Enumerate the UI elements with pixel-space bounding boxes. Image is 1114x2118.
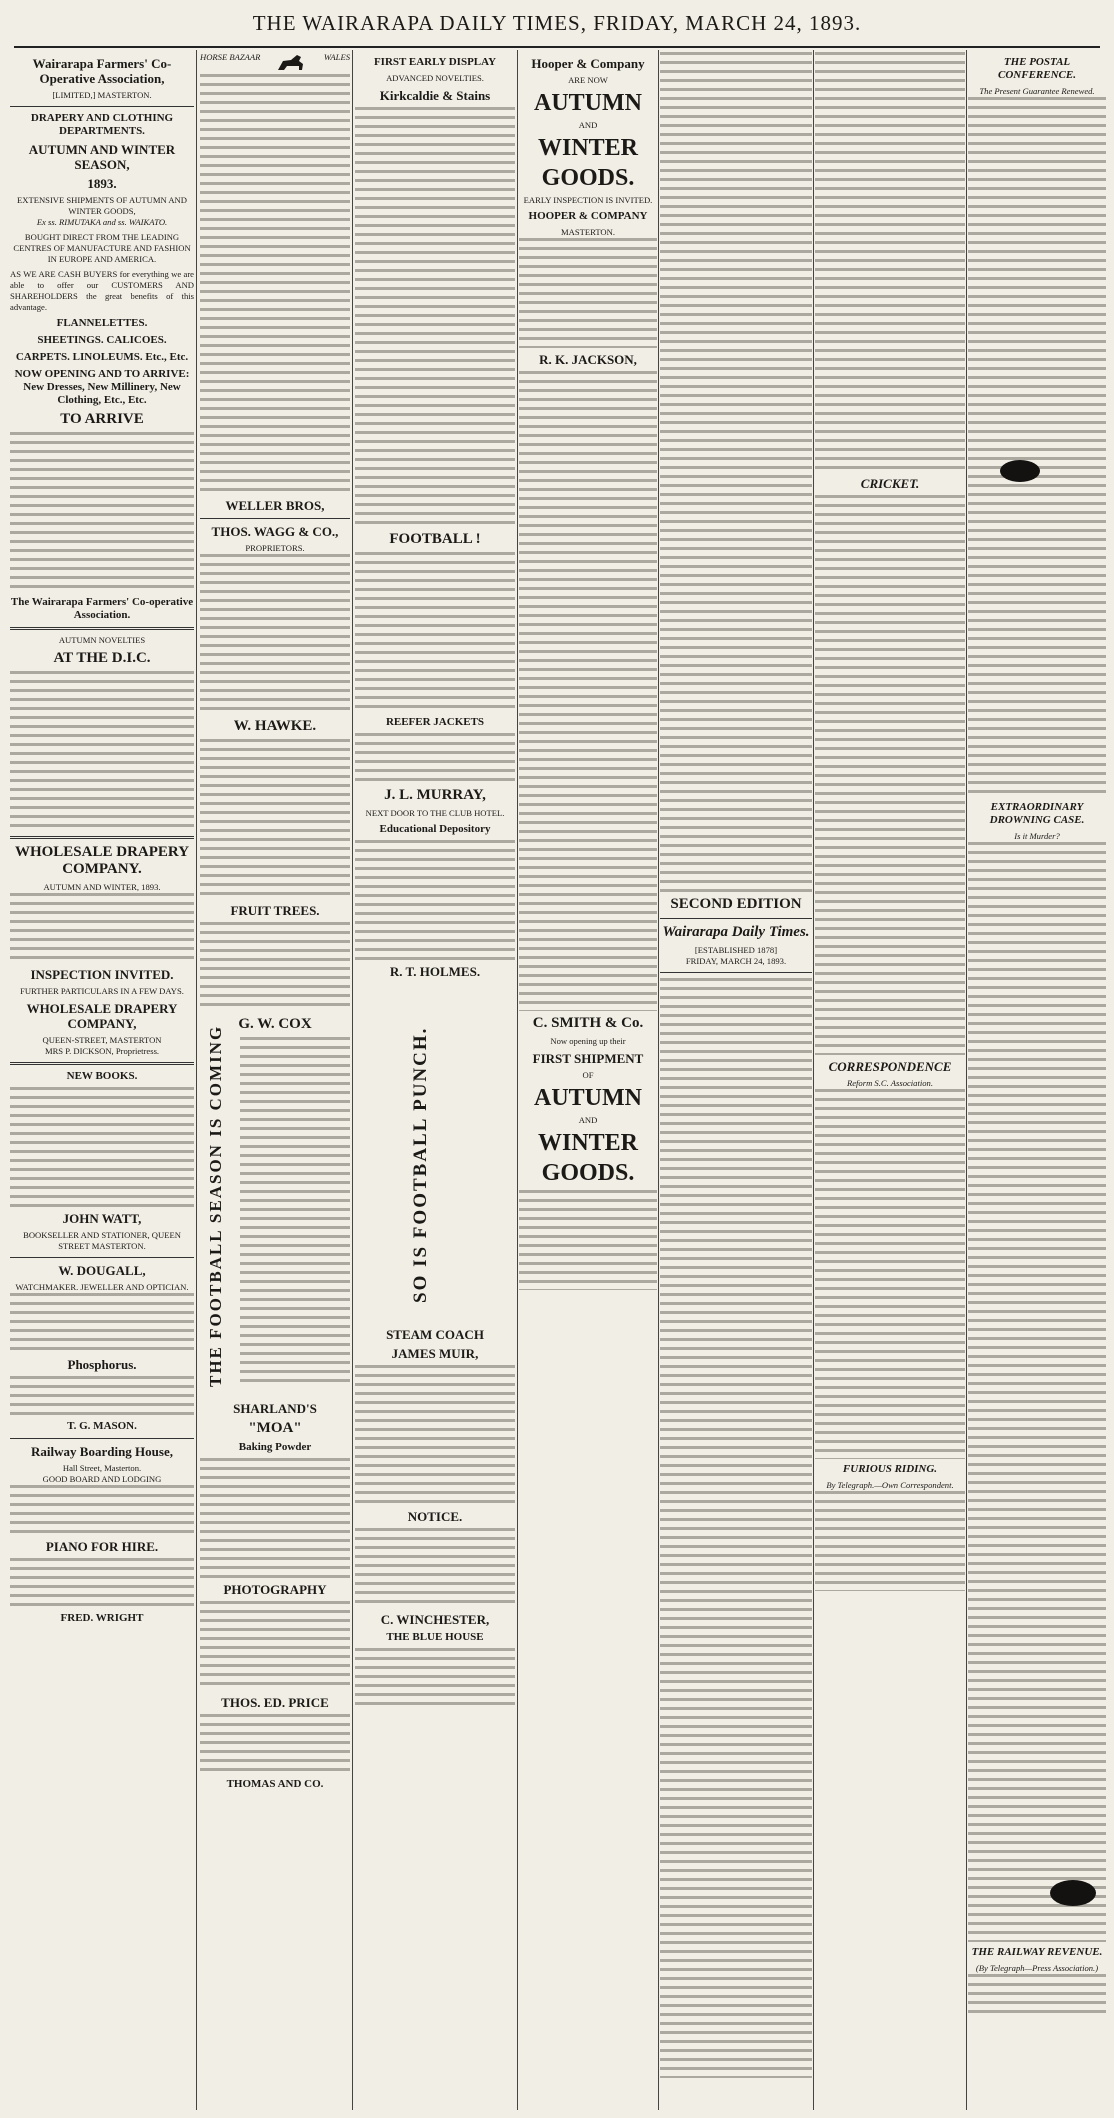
edition-date: FRIDAY, MARCH 24, 1893.	[685, 956, 787, 966]
ad-fruit-trees: FRUIT TREES.	[230, 903, 320, 918]
letter-body-text	[815, 1089, 965, 1459]
ad-winchester: C. WINCHESTER,	[380, 1612, 490, 1627]
ad-hawke: W. HAWKE.	[233, 718, 317, 734]
ad-subtitle: [LIMITED,] MASTERTON.	[52, 90, 152, 100]
ad-cox: G. W. COX	[238, 1016, 312, 1032]
ad-department: DRAPERY AND CLOTHING DEPARTMENTS.	[30, 112, 174, 137]
divider	[10, 106, 194, 107]
ad-phosphorus: Phosphorus.	[67, 1357, 137, 1372]
ad-masterton: MASTERTON.	[561, 227, 615, 237]
ad-football: FOOTBALL !	[389, 531, 481, 547]
ad-body-text	[200, 739, 350, 899]
column-7	[968, 52, 1106, 2107]
column-rule	[966, 50, 967, 2110]
ad-dougall: W. DOUGALL,	[58, 1263, 146, 1278]
ad-goods: SHEETINGS. CALICOES.	[37, 334, 167, 346]
ad-body-text	[240, 1037, 350, 1387]
ad-wholesale-sub: AUTUMN AND WINTER, 1893.	[43, 882, 161, 892]
ad-reefer: REEFER JACKETS	[385, 716, 485, 728]
divider	[10, 1438, 194, 1439]
ad-goods: GOODS.	[541, 165, 635, 191]
ad-hooper-2: HOOPER & COMPANY	[528, 210, 648, 222]
ad-dougall-sub: WATCHMAKER. JEWELLER AND OPTICIAN.	[15, 1282, 189, 1292]
ad-text: BOUGHT DIRECT FROM THE LEADING CENTRES OF MANUFACTURE AND FASHION IN EUROPE AND AMERICA.	[13, 232, 191, 264]
ad-boarding-sub: Hall Street, Masterton.	[62, 1463, 142, 1473]
cricket-scores	[815, 495, 965, 1055]
drowning-heading: EXTRAORDINARY DROWNING CASE.	[989, 801, 1085, 826]
ad-autumn: AUTUMN	[534, 90, 642, 116]
ad-advanced: ADVANCED NOVELTIES.	[386, 73, 484, 83]
press-credit: (By Telegraph—Press Association.)	[975, 1963, 1099, 1973]
column-3	[355, 52, 515, 2107]
cricket-heading: CRICKET.	[860, 476, 920, 491]
ad-price: THOS. ED. PRICE	[221, 1695, 329, 1710]
ad-text: AS WE ARE CASH BUYERS for everything we are able to offer our CUSTOMERS AND SHAREHOLDERS the great benefits of this advantage.	[10, 269, 194, 312]
divider	[200, 518, 350, 519]
ad-first-display: FIRST EARLY DISPLAY	[373, 56, 497, 68]
ad-body-text	[355, 1528, 515, 1608]
ad-new-books: NEW BOOKS.	[66, 1070, 138, 1082]
ad-mason: T. G. MASON.	[67, 1420, 137, 1432]
second-edition-heading: SECOND EDITION	[670, 896, 802, 912]
established: [ESTABLISHED 1878]	[694, 945, 778, 955]
ad-john-watt: JOHN WATT,	[62, 1211, 142, 1226]
ad-body-text	[200, 1458, 350, 1578]
ad-winter-2: WINTER	[537, 1130, 639, 1156]
ad-body-text	[10, 671, 194, 831]
punch-vertical-block	[355, 983, 515, 1323]
ad-queen-street: QUEEN-STREET, MASTERTON	[42, 1035, 162, 1045]
furious-riding-heading: FURIOUS RIDING.	[842, 1463, 938, 1475]
ad-piano: PIANO FOR HIRE.	[45, 1539, 159, 1554]
column-2	[200, 52, 350, 2107]
column-rule	[352, 50, 353, 2110]
ad-body-text	[200, 1714, 350, 1774]
ad-wholesale-2: WHOLESALE DRAPERY COMPANY,	[26, 1001, 178, 1031]
column-5	[660, 52, 812, 2107]
ad-john-watt-sub: BOOKSELLER AND STATIONER, QUEEN STREET MASTERTON.	[23, 1230, 181, 1251]
ad-body-text	[10, 1485, 194, 1535]
ad-murray-sub: NEXT DOOR TO THE CLUB HOTEL.	[365, 808, 505, 818]
ad-moa-sub: Baking Powder	[238, 1441, 312, 1453]
ad-body-text	[519, 238, 657, 348]
column-4	[519, 52, 657, 2107]
ad-body-text	[355, 840, 515, 960]
ad-goods: CARPETS. LINOLEUMS. Etc., Etc.	[15, 351, 189, 363]
editorial-body-text	[660, 978, 812, 2078]
ad-novelties: AUTUMN NOVELTIES	[58, 635, 146, 645]
correspondence-sub: Reform S.C. Association.	[846, 1078, 934, 1088]
ad-sharland: SHARLAND'S	[233, 1401, 317, 1416]
horse-bazaar-header	[200, 52, 350, 74]
ad-winter: WINTER	[537, 135, 639, 161]
ad-body-text	[355, 552, 515, 712]
ad-smith: C. SMITH & Co.	[532, 1015, 644, 1031]
ad-and: AND	[578, 120, 598, 130]
ad-body-text	[10, 432, 194, 592]
ad-weller: WELLER BROS,	[225, 498, 325, 513]
divider	[660, 972, 812, 973]
ink-blot	[1050, 1880, 1096, 1906]
ad-body-text	[355, 1365, 515, 1505]
horse-icon	[275, 52, 309, 74]
ad-body-text	[10, 1558, 194, 1608]
ad-autumn-2: AUTUMN	[534, 1085, 642, 1111]
ad-holmes: R. T. HOLMES.	[389, 964, 481, 979]
ad-body-text	[355, 107, 515, 527]
column-rule	[517, 50, 518, 2110]
column-rule	[196, 50, 197, 2110]
ad-body-text	[10, 893, 194, 963]
ad-body-text	[200, 554, 350, 714]
ad-inspection: INSPECTION INVITED.	[30, 967, 174, 982]
ad-goods-2: GOODS.	[541, 1160, 635, 1186]
ad-body-text	[519, 1190, 657, 1290]
news-body-text	[815, 1491, 965, 1591]
ad-body-text	[10, 1087, 194, 1207]
horse-bazaar-label: HORSE BAZAAR	[200, 52, 261, 62]
ad-first-shipment: FIRST SHIPMENT	[532, 1051, 644, 1066]
postal-sub: The Present Guarantee Renewed.	[979, 86, 1095, 96]
divider	[660, 918, 812, 919]
news-body-text	[968, 1974, 1106, 2014]
ad-murray: J. L. MURRAY,	[384, 787, 486, 803]
news-body-text	[660, 52, 812, 892]
masthead-title: THE WAIRARAPA DAILY TIMES, FRIDAY, MARCH 24, 1893.	[252, 11, 862, 35]
ad-body-text	[200, 1601, 350, 1691]
ad-body-text	[200, 74, 350, 494]
masthead-rule	[14, 46, 1100, 48]
ad-muir: JAMES MUIR,	[391, 1346, 479, 1361]
news-body-text	[815, 52, 965, 472]
ad-and-2: AND	[578, 1115, 598, 1125]
murder-sub: Is it Murder?	[1014, 831, 1060, 841]
football-season-vertical: THE FOOTBALL SEASON IS COMING	[206, 1024, 225, 1387]
news-body-text	[968, 97, 1106, 797]
column-1	[10, 52, 194, 2107]
ad-thos-wagg: THOS. WAGG & CO.,	[211, 524, 339, 539]
ad-title: Wairarapa Farmers' Co-Operative Association,	[32, 56, 172, 86]
ink-blot	[1000, 460, 1040, 482]
ad-jackson: R. K. JACKSON,	[539, 352, 637, 367]
postal-conference-heading: THE POSTAL CONFERENCE.	[998, 56, 1076, 81]
railway-revenue-heading: THE RAILWAY REVENUE.	[971, 1946, 1103, 1958]
ad-thos-sub: PROPRIETORS.	[245, 543, 305, 553]
ad-further: FURTHER PARTICULARS IN A FEW DAYS.	[20, 986, 184, 996]
ad-body-text	[10, 1293, 194, 1353]
divider	[10, 627, 194, 630]
ad-goods: FLANNELETTES.	[56, 317, 148, 329]
ad-kirkcaldie: Kirkcaldie & Stains	[379, 88, 491, 103]
football-punch-vertical: SO IS FOOTBALL PUNCH.	[410, 1026, 431, 1303]
ad-steam-coach: STEAM COACH	[386, 1327, 484, 1342]
ad-of: OF	[582, 1070, 594, 1080]
ad-to-arrive: TO ARRIVE	[60, 411, 144, 427]
ad-thomas: THOMAS AND CO.	[226, 1778, 324, 1790]
ad-body-text	[355, 733, 515, 783]
ad-body-text	[10, 1376, 194, 1416]
ad-lodging: GOOD BOARD AND LODGING	[42, 1474, 162, 1484]
ad-boarding-house: Railway Boarding House,	[31, 1444, 173, 1459]
correspondence-heading: CORRESPONDENCE	[828, 1059, 952, 1074]
paper-nameplate: Wairarapa Daily Times.	[662, 924, 810, 940]
ad-text: Ex ss. RIMUTAKA and ss. WAIKATO.	[36, 217, 168, 227]
ad-season: AUTUMN AND WINTER SEASON,	[28, 142, 176, 172]
divider	[10, 1062, 194, 1065]
telegraph-credit: By Telegraph.—Own Correspondent.	[826, 1480, 954, 1490]
ad-dickson: MRS P. DICKSON, Proprietress.	[44, 1046, 160, 1056]
ad-smith-now: Now opening up their	[550, 1036, 626, 1046]
ad-body-text	[200, 922, 350, 1012]
ad-moa: "MOA"	[248, 1420, 302, 1436]
ad-body-text	[519, 371, 657, 1011]
ad-opening: NOW OPENING AND TO ARRIVE: New Dresses, New Millinery, New Clothing, Etc., Etc.	[14, 368, 190, 406]
ad-edu: Educational Depository	[379, 823, 491, 835]
column-6	[815, 52, 965, 2107]
horse-bazaar-wales: WALES	[323, 52, 350, 62]
ad-hooper: Hooper & Company	[531, 56, 645, 71]
ad-text: EXTENSIVE SHIPMENTS OF AUTUMN AND WINTER GOODS,	[17, 195, 187, 216]
ad-body-text	[355, 1648, 515, 1708]
column-rule	[658, 50, 659, 2110]
column-rule	[813, 50, 814, 2110]
divider	[10, 836, 194, 839]
ad-wholesale: WHOLESALE DRAPERY COMPANY.	[14, 844, 190, 877]
divider	[10, 1257, 194, 1258]
ad-blue-house: THE BLUE HOUSE	[386, 1631, 484, 1643]
ad-year: 1893.	[87, 176, 117, 191]
ad-inspection: EARLY INSPECTION IS INVITED.	[523, 195, 653, 205]
ad-coop: The Wairarapa Farmers' Co-operative Association.	[10, 596, 194, 621]
ad-photography: PHOTOGRAPHY	[223, 1582, 327, 1597]
ad-dic: AT THE D.I.C.	[53, 650, 151, 666]
ad-now: ARE NOW	[568, 75, 608, 85]
ad-fred-wright: FRED. WRIGHT	[60, 1612, 144, 1624]
ad-notice: NOTICE.	[407, 1509, 463, 1524]
news-body-text	[968, 842, 1106, 1942]
